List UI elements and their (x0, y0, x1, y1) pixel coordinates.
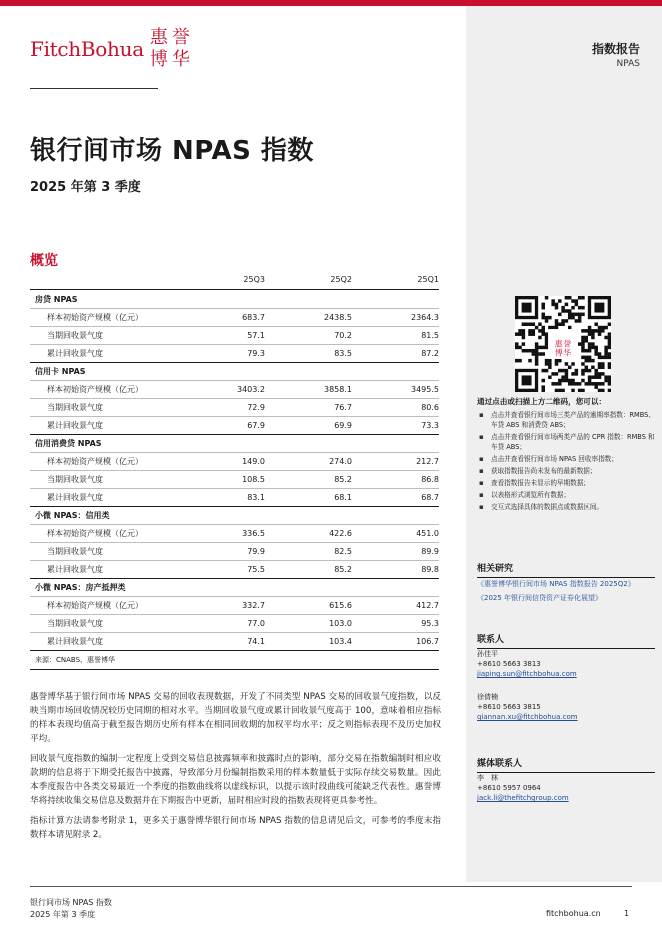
table-cell: 79.3 (247, 349, 265, 358)
list-item: ▪ 以表格形式浏览所有数据； (477, 490, 655, 500)
svg-text:华: 华 (563, 348, 572, 358)
contact-phone: +8610 5663 3815 (477, 703, 541, 711)
table-row (30, 596, 439, 614)
contact-card (477, 649, 577, 679)
related-link[interactable]: 《惠誉博华银行间市场 NPAS 指数报告 2025Q2》 (477, 580, 635, 588)
table-cell: 82.5 (334, 547, 352, 556)
table-header (30, 270, 439, 290)
list-item: ▪ 点击并查看银行间市场两类产品的 CPR 指数：RMBS 和车贷 ABS； (477, 432, 655, 452)
row-label: 样本初始资产规模（亿元） (47, 457, 143, 466)
list-item: ▪ 点击并查看银行间市场三类产品的逾期率指数：RMBS、车贷 ABS 和消费贷 ABS； (477, 410, 655, 430)
table-row (30, 560, 439, 578)
row-label: 累计回收景气度 (47, 421, 103, 430)
table-row (30, 488, 439, 506)
table-cell: 451.0 (416, 529, 439, 538)
scan-feature-list (477, 410, 655, 514)
row-label: 样本初始资产规模（亿元） (47, 529, 143, 538)
contacts-heading: 联系人 (477, 632, 655, 649)
contact-card (477, 692, 578, 722)
table-row (30, 452, 439, 470)
table-row (30, 416, 439, 434)
table-cell: 77.0 (247, 619, 265, 628)
column-header: 25Q1 (417, 275, 439, 284)
footer-period: 2025 年第 3 季度 (30, 910, 96, 919)
table-cell: 72.9 (247, 403, 265, 412)
page-number: 1 (624, 909, 630, 918)
svg-text:誉: 誉 (563, 339, 572, 349)
table-cell: 87.2 (421, 349, 439, 358)
row-label: 当期回收景气度 (47, 619, 103, 628)
paragraph: 回收景气度指数的编制一定程度上受到交易信息披露频率和披露时点的影响，部分交易在指数编制时相应收款期的信息将于下期受托报告中披露，导致部分月份编制指数采用的样本数量低于实际存续交易数量。因此本季度报告中各类交易最近一个季度的指数曲线将以虚线标识，以提示该时段曲线可能缺乏代表性。惠誉博华将持续收集交易信息及数据并在下期报告中更新，届时相应时段的指数表现将更具参考性。 (30, 754, 441, 806)
list-item: ▪ 获取指数报告尚未发布的最新数据； (477, 466, 655, 476)
fitchbohua-logo (30, 24, 192, 74)
logo-wordmark: FitchBohua (30, 37, 144, 61)
report-code: NPAS (616, 59, 640, 69)
table-cell: 3403.2 (237, 385, 265, 394)
table-cell: 89.8 (421, 565, 439, 574)
column-header: 25Q3 (243, 275, 265, 284)
table-cell: 149.0 (242, 457, 265, 466)
table-cell: 212.7 (416, 457, 439, 466)
row-label: 当期回收景气度 (47, 547, 103, 556)
table-cell: 336.5 (242, 529, 265, 538)
table-cell: 89.9 (421, 547, 439, 556)
contact-name: 孙佳平 (477, 650, 498, 658)
table-row (30, 380, 439, 398)
page-title: 银行间市场 NPAS 指数 (30, 136, 314, 166)
scan-heading: 通过点击或扫描上方二维码，您可以： (477, 397, 607, 406)
contact-phone: +8610 5663 3813 (477, 660, 541, 668)
row-label: 累计回收景气度 (47, 565, 103, 574)
footer-doc-info (30, 897, 112, 921)
contact-email[interactable]: qiannan.xu@fitchbohua.com (477, 713, 578, 721)
table-cell: 103.0 (329, 619, 352, 628)
media-contact-card (477, 773, 569, 803)
table-row (30, 344, 439, 362)
footer-title: 银行间市场 NPAS 指数 (30, 898, 112, 907)
table-cell: 74.1 (247, 637, 265, 646)
row-label: 样本初始资产规模（亿元） (47, 313, 143, 322)
row-label: 当期回收景气度 (47, 331, 103, 340)
table-cell: 615.6 (329, 601, 352, 610)
table-cell: 80.6 (421, 403, 439, 412)
row-label: 样本初始资产规模（亿元） (47, 601, 143, 610)
row-label: 样本初始资产规模（亿元） (47, 385, 143, 394)
table-cell: 332.7 (242, 601, 265, 610)
table-cell: 68.1 (334, 493, 352, 502)
table-cell: 85.2 (334, 475, 352, 484)
table-cell: 83.1 (247, 493, 265, 502)
media-contacts-heading: 媒体联系人 (477, 756, 655, 773)
table-cell: 108.5 (242, 475, 265, 484)
table-group-title: 信用消费贷 NPAS (30, 434, 439, 452)
table-group-title: 信用卡 NPAS (30, 362, 439, 380)
table-cell: 274.0 (329, 457, 352, 466)
row-label: 当期回收景气度 (47, 403, 103, 412)
table-cell: 83.5 (334, 349, 352, 358)
table-cell: 2438.5 (324, 313, 352, 322)
table-cell: 70.2 (334, 331, 352, 340)
table-cell: 69.9 (334, 421, 352, 430)
table-cell: 86.8 (421, 475, 439, 484)
table-cell: 106.7 (416, 637, 439, 646)
table-row (30, 326, 439, 344)
table-cell: 79.9 (247, 547, 265, 556)
report-type (592, 40, 640, 69)
related-research-heading: 相关研究 (477, 561, 655, 578)
related-link[interactable]: 《2025 年银行间信贷资产证券化展望》 (477, 594, 603, 602)
qr-code[interactable] (515, 296, 611, 392)
table-cell: 73.3 (421, 421, 439, 430)
table-row (30, 614, 439, 632)
overview-table (30, 270, 439, 670)
contact-name: 李 林 (477, 774, 498, 782)
table-row (30, 632, 439, 650)
svg-text:博: 博 (554, 348, 563, 358)
footer-website[interactable]: fitchbohua.cn (546, 909, 601, 918)
list-item: ▪ 交互式选择具体的数据点或数据区间。 (477, 502, 655, 512)
list-item: ▪ 查看指数报告未显示的早期数据； (477, 478, 655, 488)
contact-email[interactable]: jack.li@thefitchgroup.com (477, 794, 569, 802)
table-cell: 3858.1 (324, 385, 352, 394)
table-cell: 412.7 (416, 601, 439, 610)
table-cell: 95.3 (421, 619, 439, 628)
table-cell: 422.6 (329, 529, 352, 538)
table-group-title: 小微 NPAS：信用类 (30, 506, 439, 524)
table-cell: 85.2 (334, 565, 352, 574)
column-header: 25Q2 (330, 275, 352, 284)
table-cell: 81.5 (421, 331, 439, 340)
contact-name: 徐倩楠 (477, 693, 498, 701)
row-label: 累计回收景气度 (47, 349, 103, 358)
table-group-title: 小微 NPAS：房产抵押类 (30, 578, 439, 596)
svg-text:惠: 惠 (554, 339, 563, 349)
logo-divider (30, 88, 158, 89)
table-row (30, 542, 439, 560)
table-row (30, 398, 439, 416)
table-row (30, 308, 439, 326)
contact-phone: +8610 5957 0964 (477, 784, 541, 792)
table-cell: 683.7 (242, 313, 265, 322)
table-cell: 67.9 (247, 421, 265, 430)
paragraph: 惠誉博华基于银行间市场 NPAS 交易的回收表现数据，开发了不同类型 NPAS 交易的回收景气度指数，以反映当期市场回收情况较历史同期的相对水平。当期回收景气度或累计回收景气度高于 100，意味着相应指标的样本表现均值高于截至报告期历史所有样本在相同回收期的加权平均水平；反之则指标表现不及历史加权平均。 (30, 692, 441, 744)
table-cell: 57.1 (247, 331, 265, 340)
table-row (30, 470, 439, 488)
row-label: 累计回收景气度 (47, 637, 103, 646)
table-group-title: 房贷 NPAS (35, 294, 78, 304)
table-cell: 76.7 (334, 403, 352, 412)
table-cell: 68.7 (421, 493, 439, 502)
overview-heading: 概览 (30, 253, 58, 269)
logo-seal: 惠 誉 博 华 (149, 27, 190, 70)
table-cell: 2364.3 (411, 313, 439, 322)
contact-email[interactable]: jiaping.sun@fitchbohua.com (477, 670, 577, 678)
table-cell: 3495.5 (411, 385, 439, 394)
page-subtitle: 2025 年第 3 季度 (30, 180, 141, 195)
row-label: 当期回收景气度 (47, 475, 103, 484)
table-source: 来源：CNABS、惠誉博华 (30, 650, 439, 670)
table-cell: 75.5 (247, 565, 265, 574)
paragraph: 指标计算方法请参考附录 1，更多关于惠誉博华银行间市场 NPAS 指数的信息请见后文，可参考的季度末指数样本请见附录 2。 (30, 816, 441, 840)
table-row (30, 524, 439, 542)
table-cell: 103.4 (329, 637, 352, 646)
row-label: 累计回收景气度 (47, 493, 103, 502)
body-text (30, 690, 441, 848)
report-type-label: 指数报告 (591, 42, 640, 56)
list-item: ▪ 点击并查看银行间市场 NPAS 回收率指数； (477, 454, 655, 464)
footer-divider (30, 886, 632, 887)
